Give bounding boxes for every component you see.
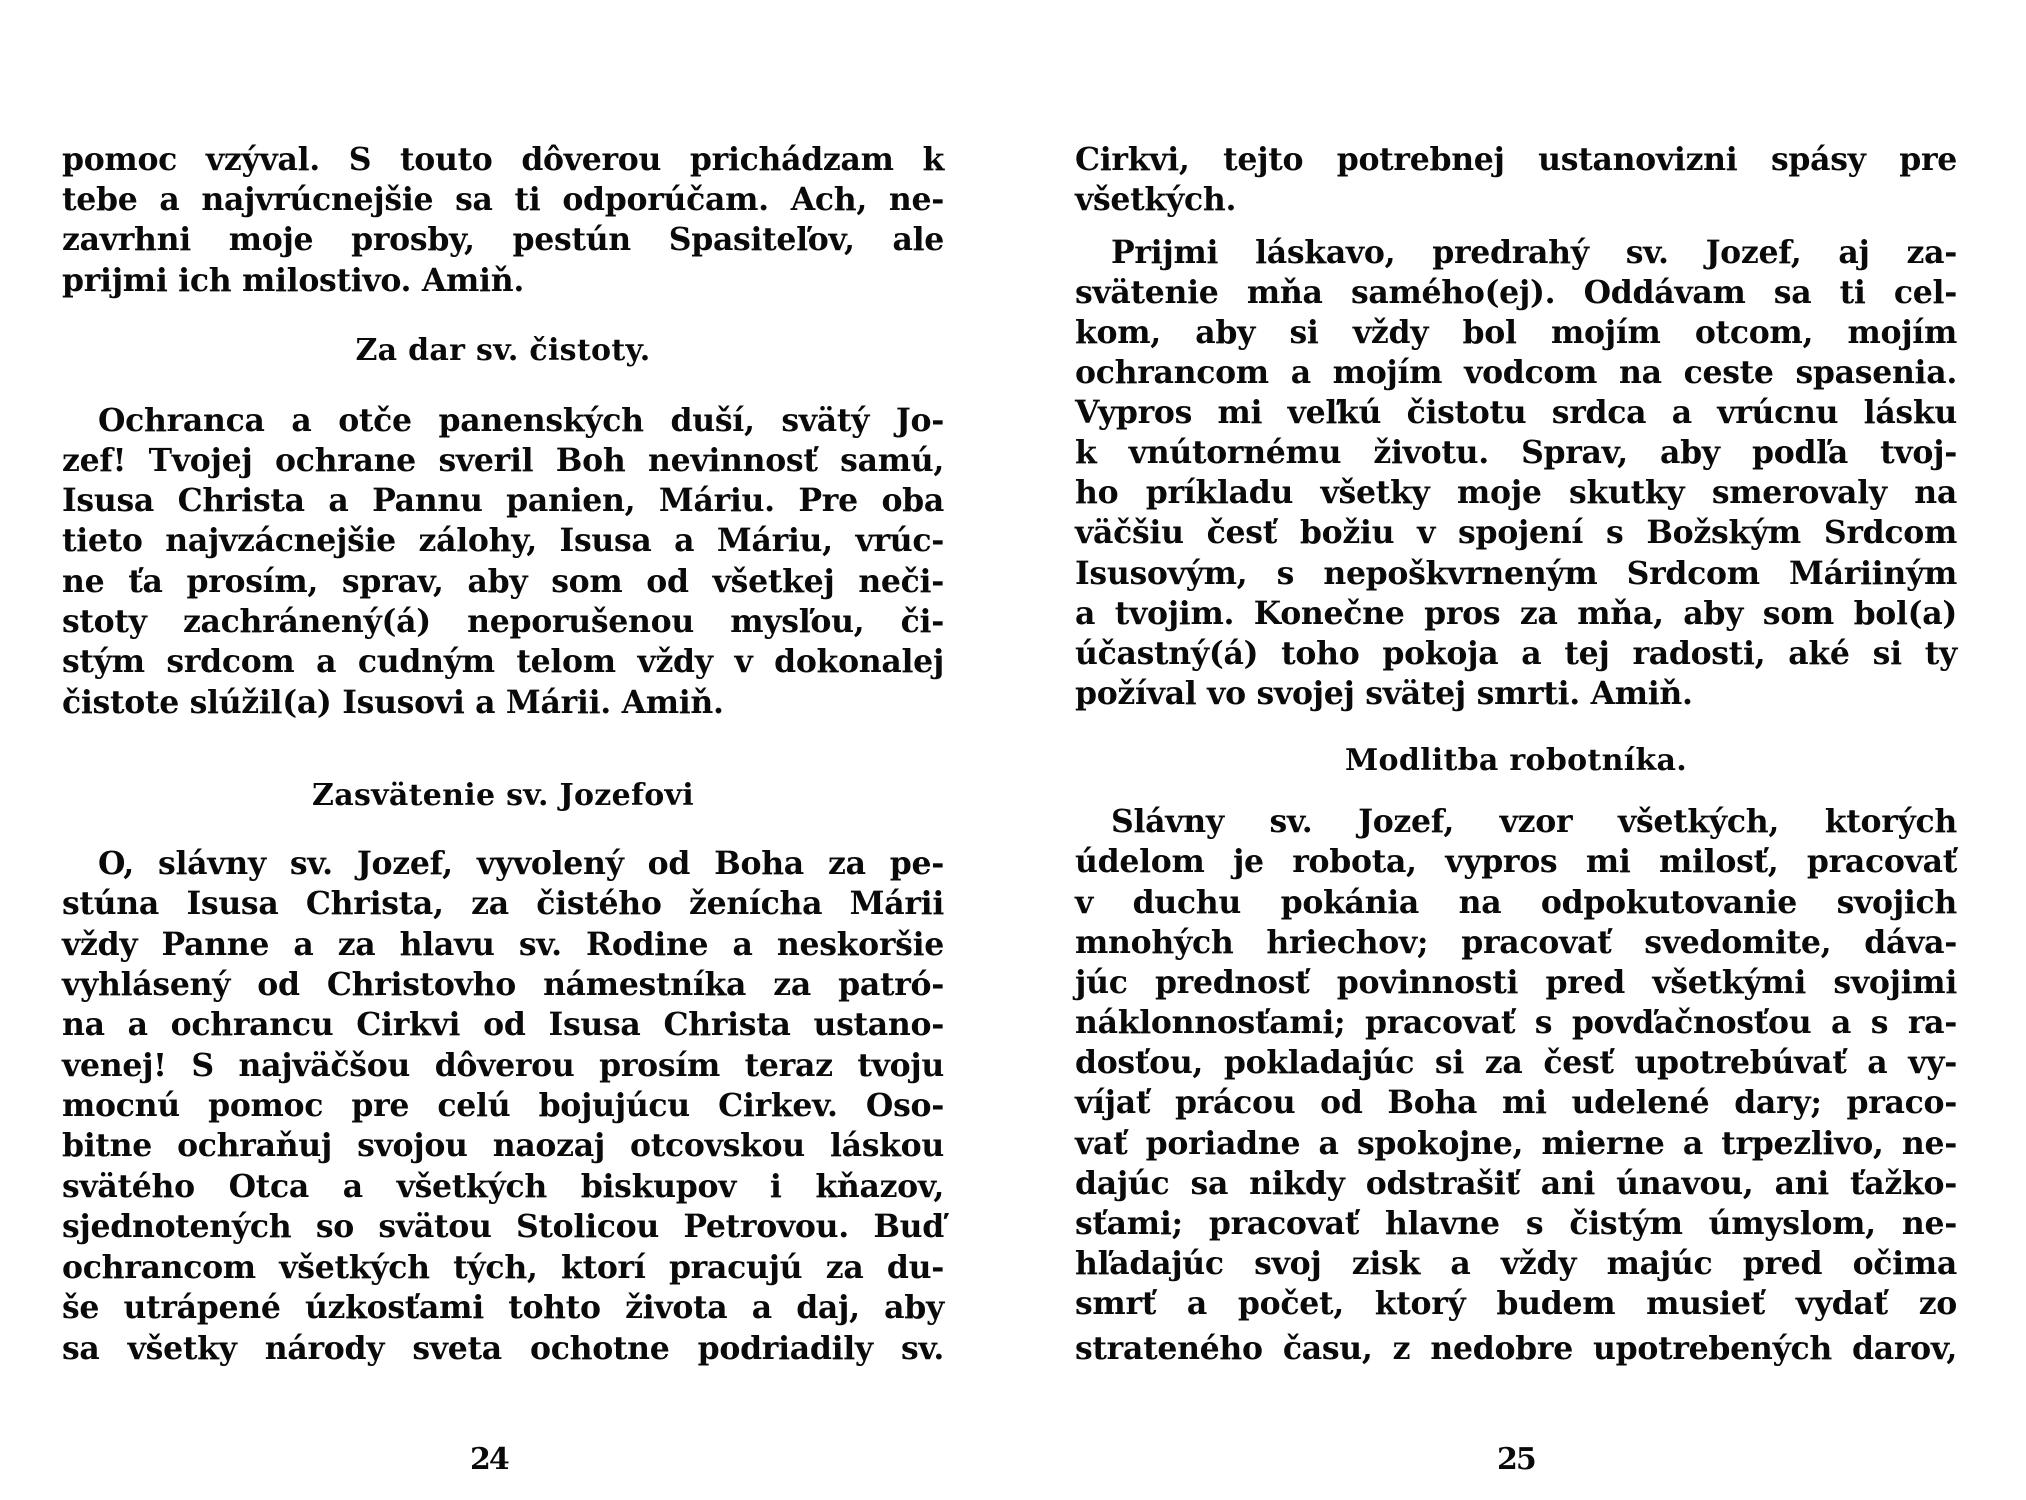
section-heading: Modlitba robotníka. <box>1345 743 1687 778</box>
right-page <box>1013 0 2026 1500</box>
text-line: vyhlásený od Christovho námestníka za patró- <box>62 966 944 1003</box>
text-line: smrť a počet, ktorý budem musieť vydať zo <box>1075 1285 1957 1322</box>
text-line: Isusa Christa a Pannu panien, Máriu. Pre oba <box>62 482 944 519</box>
text-line: strateného času, z nedobre upotrebených darov, <box>1075 1330 1957 1367</box>
text-line: na a ochrancu Cirkvi od Isusa Christa ustano- <box>62 1006 944 1043</box>
text-line: stoty zachránený(á) neporušenou mysľou, či- <box>62 603 944 640</box>
section-heading: Za dar sv. čistoty. <box>355 333 651 368</box>
text-line: še utrápené úzkosťami tohto života a daj, aby <box>62 1289 944 1326</box>
text-line: stým srdcom a cudným telom vždy v dokonalej <box>62 643 944 680</box>
text-line: čistote slúžil(a) Isusovi a Márii. Amiň. <box>62 684 724 721</box>
text-line: Slávny sv. Jozef, vzor všetkých, ktorých <box>1111 803 1957 840</box>
text-line: Vypros mi veľkú čistotu srdca a vrúcnu lásku <box>1075 394 1957 431</box>
text-line: náklonnosťami; pracovať s povďačnosťou a s ra- <box>1075 1004 1957 1041</box>
text-line: prijmi ich milostivo. Amiň. <box>62 262 524 299</box>
text-line: mocnú pomoc pre celú bojujúcu Cirkev. Oso- <box>62 1087 944 1124</box>
text-line: zavrhni moje prosby, pestún Spasiteľov, ale <box>62 221 944 258</box>
text-line: sjednotených so svätou Stolicou Petrovou. Buď <box>62 1208 944 1245</box>
text-line: v duchu pokánia na odpokutovanie svojich <box>1075 884 1957 921</box>
text-line: ne ťa prosím, sprav, aby som od všetkej neči- <box>62 563 944 600</box>
text-line: vať poriadne a spokojne, mierne a trpezlivo, ne- <box>1075 1125 1957 1162</box>
text-line: bitne ochraňuj svojou naozaj otcovskou láskou <box>62 1127 944 1164</box>
text-line: víjať prácou od Boha mi udelené dary; praco- <box>1075 1084 1957 1121</box>
page-number: 24 <box>470 1442 508 1477</box>
text-line: Ochranca a otče panenských duší, svätý Jo- <box>98 402 944 439</box>
text-line: údelom je robota, vypros mi milosť, pracovať <box>1075 843 1957 880</box>
text-line: júc prednosť povinnosti pred všetkými svojimi <box>1075 964 1957 1001</box>
text-line: O, slávny sv. Jozef, vyvolený od Boha za pe- <box>98 845 944 882</box>
section-heading: Zasvätenie sv. Jozefovi <box>312 778 694 813</box>
text-line: ochrancom všetkých tých, ktorí pracujú za du- <box>62 1249 944 1286</box>
text-line: hľadajúc svoj zisk a vždy majúc pred očima <box>1075 1245 1957 1282</box>
text-line: venej! S najväčšou dôverou prosím teraz tvoju <box>62 1047 944 1084</box>
text-line: požíval vo svojej svätej smrti. Amiň. <box>1075 675 1693 712</box>
text-line: tieto najvzácnejšie zálohy, Isusa a Máriu, vrúc- <box>62 522 944 559</box>
text-line: Cirkvi, tejto potrebnej ustanovizni spásy pre <box>1075 141 1957 178</box>
text-line: pomoc vzýval. S touto dôverou prichádzam k <box>62 141 944 178</box>
text-line: väčšiu česť božiu v spojení s Božským Srdcom <box>1075 514 1957 551</box>
text-line: všetkých. <box>1075 181 1237 218</box>
text-line: sa všetky národy sveta ochotne podriadily sv. <box>62 1330 944 1367</box>
text-line: a tvojim. Konečne pros za mňa, aby som bol(a) <box>1075 595 1957 632</box>
text-line: Isusovým, s nepoškvrneným Srdcom Máriiným <box>1075 555 1957 592</box>
text-line: mnohých hriechov; pracovať svedomite, dáva- <box>1075 924 1957 961</box>
text-line: kom, aby si vždy bol mojím otcom, mojím <box>1075 314 1957 351</box>
text-line: svätenie mňa samého(ej). Oddávam sa ti cel- <box>1075 274 1957 311</box>
text-line: ochrancom a mojím vodcom na ceste spasenia. <box>1075 354 1957 391</box>
text-line: sťami; pracovať hlavne s čistým úmyslom, ne- <box>1075 1205 1957 1242</box>
text-line: Prijmi láskavo, predrahý sv. Jozef, aj za- <box>1111 234 1957 271</box>
text-line: ho príkladu všetky moje skutky smerovaly na <box>1075 474 1957 511</box>
text-line: tebe a najvrúcnejšie sa ti odporúčam. Ach, ne- <box>62 181 944 218</box>
text-line: k vnútornému životu. Sprav, aby podľa tvoj- <box>1075 434 1957 471</box>
text-line: zef! Tvojej ochrane sveril Boh nevinnosť samú, <box>62 442 944 479</box>
text-line: dajúc sa nikdy odstrašiť ani únavou, ani ťažko- <box>1075 1165 1957 1202</box>
text-line: dosťou, pokladajúc si za česť upotrebúvať a vy- <box>1075 1044 1957 1081</box>
text-line: vždy Panne a za hlavu sv. Rodine a neskoršie <box>62 926 944 963</box>
text-line: svätého Otca a všetkých biskupov i kňazov, <box>62 1168 944 1205</box>
text-line: účastný(á) toho pokoja a tej radosti, aké si ty <box>1075 635 1957 672</box>
text-line: stúna Isusa Christa, za čistého ženícha Márii <box>62 885 944 922</box>
page-number: 25 <box>1497 1442 1535 1477</box>
